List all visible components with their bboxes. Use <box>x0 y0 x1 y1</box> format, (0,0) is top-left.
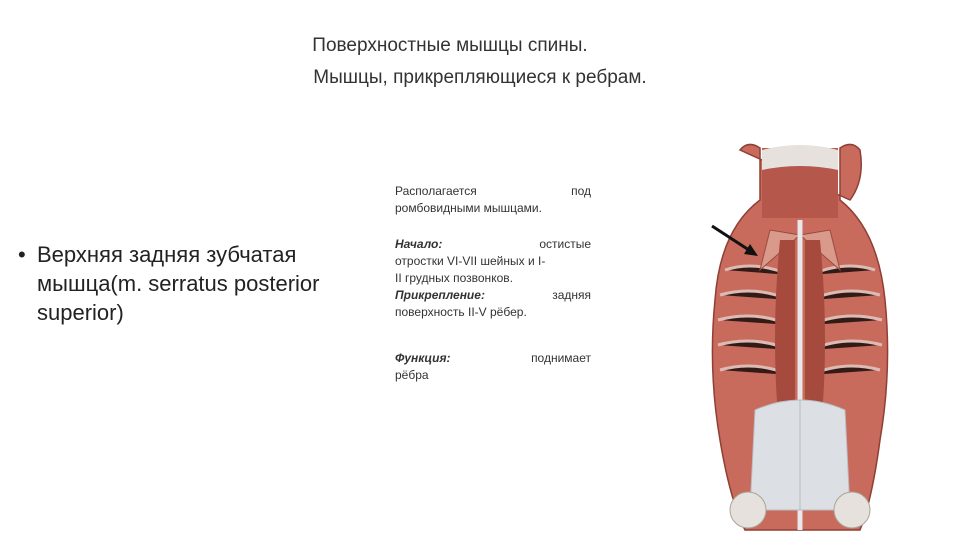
origin-word: остистые <box>539 237 591 251</box>
insertion-line <box>395 287 591 304</box>
bullet-item <box>18 240 363 327</box>
title-line-2: Мышцы, прикрепляющиеся к ребрам. <box>313 67 647 88</box>
title-line-1: Поверхностные мышцы спины. <box>312 35 588 56</box>
origin-label: Начало: <box>395 237 443 251</box>
muscle-info-panel <box>395 183 591 384</box>
origin-text-2: II грудных позвонков. <box>395 271 513 285</box>
origin-line <box>395 236 591 253</box>
insertion-label: Прикрепление: <box>395 288 485 302</box>
origin-text-1: отростки VI-VII шейных и I- <box>395 254 546 268</box>
function-word: поднимает <box>531 351 591 365</box>
insertion-text: поверхность II-V рёбер. <box>395 305 527 319</box>
anatomy-figure <box>700 140 900 540</box>
location-word-2: под <box>571 184 591 198</box>
insertion-word: задняя <box>552 288 591 302</box>
function-line <box>395 350 591 367</box>
back-muscles-icon <box>700 140 900 540</box>
function-label: Функция: <box>395 351 451 365</box>
function-text: рёбра <box>395 368 429 382</box>
location-line <box>395 183 591 200</box>
bullet-marker: • <box>18 242 26 267</box>
location-text: ромбовидными мышцами. <box>395 201 542 215</box>
bullet-text: Верхняя задняя зубчатая мышца(m. serratus posterior superior) <box>37 242 320 325</box>
location-word: Располагается <box>395 184 477 198</box>
slide-title <box>0 30 960 94</box>
